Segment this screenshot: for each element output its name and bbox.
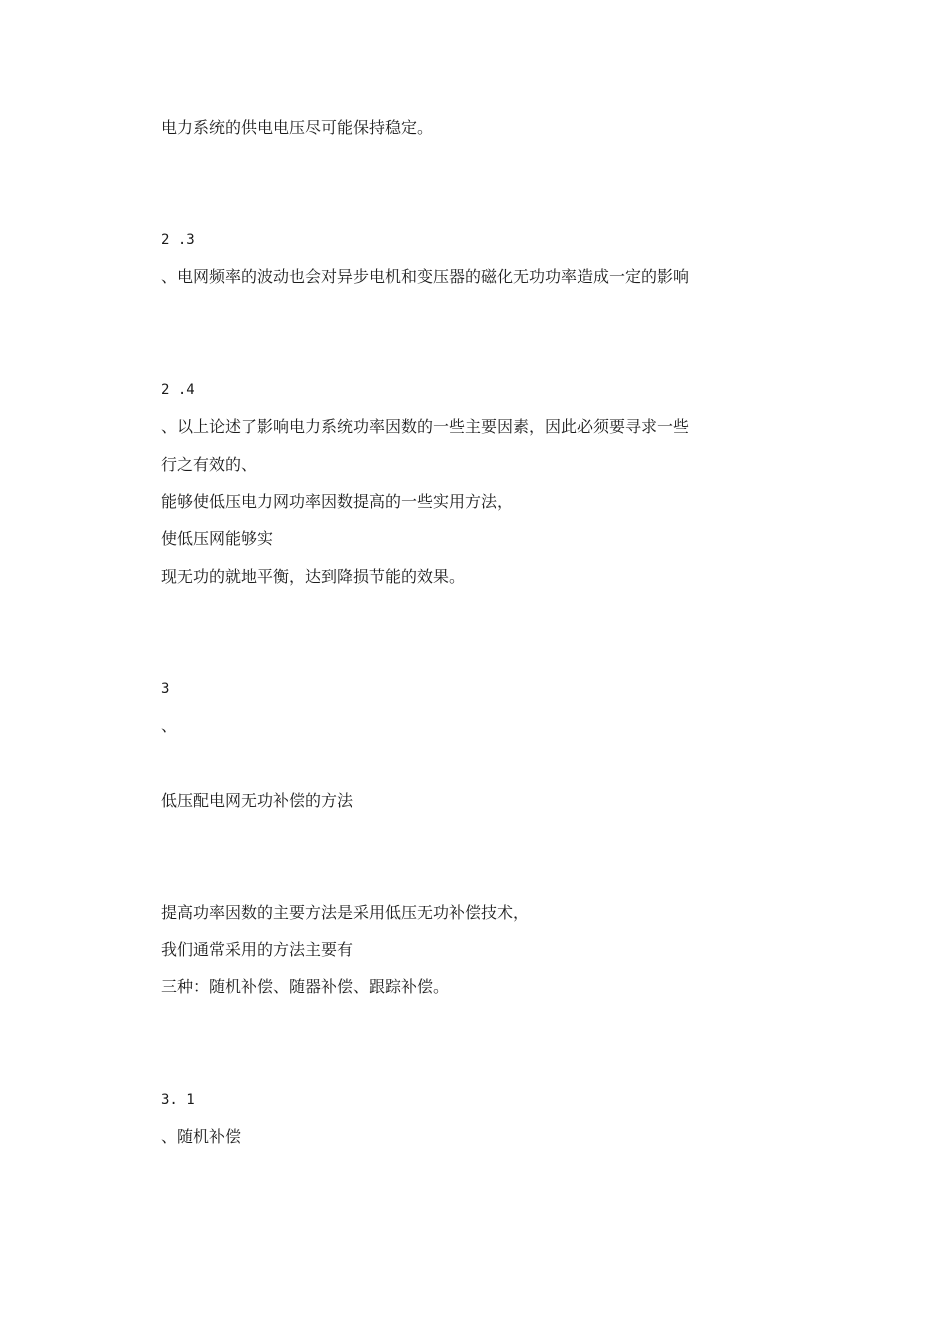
paragraph-line: 能够使低压电力网功率因数提高的一些实用方法， xyxy=(161,492,514,511)
section-heading: 低压配电网无功补偿的方法 xyxy=(161,791,354,810)
paragraph-line: 三种：随机补偿、随器补偿、跟踪补偿。 xyxy=(161,977,450,996)
paragraph-line: 我们通常采用的方法主要有 xyxy=(161,940,354,959)
section-number: 2 .3 xyxy=(161,232,195,248)
section-heading: 、随机补偿 xyxy=(161,1127,242,1146)
paragraph-line: 使低压网能够实 xyxy=(161,529,274,548)
section-number: 2 .4 xyxy=(161,382,195,398)
paragraph-line: 电力系统的供电电压尽可能保持稳定。 xyxy=(161,118,434,137)
paragraph-line: 现无功的就地平衡，达到降损节能的效果。 xyxy=(161,567,466,586)
section-number: 3. 1 xyxy=(161,1092,195,1108)
section-number: 3 xyxy=(161,681,170,697)
paragraph-line: 行之有效的、 xyxy=(161,455,258,474)
paragraph-line: 、电网频率的波动也会对异步电机和变压器的磁化无功功率造成一定的影响 xyxy=(161,267,690,286)
paragraph-line: 、以上论述了影响电力系统功率因数的一些主要因素，因此必须要寻求一些 xyxy=(161,417,690,436)
section-separator: 、 xyxy=(161,716,178,735)
paragraph-line: 提高功率因数的主要方法是采用低压无功补偿技术， xyxy=(161,903,530,922)
